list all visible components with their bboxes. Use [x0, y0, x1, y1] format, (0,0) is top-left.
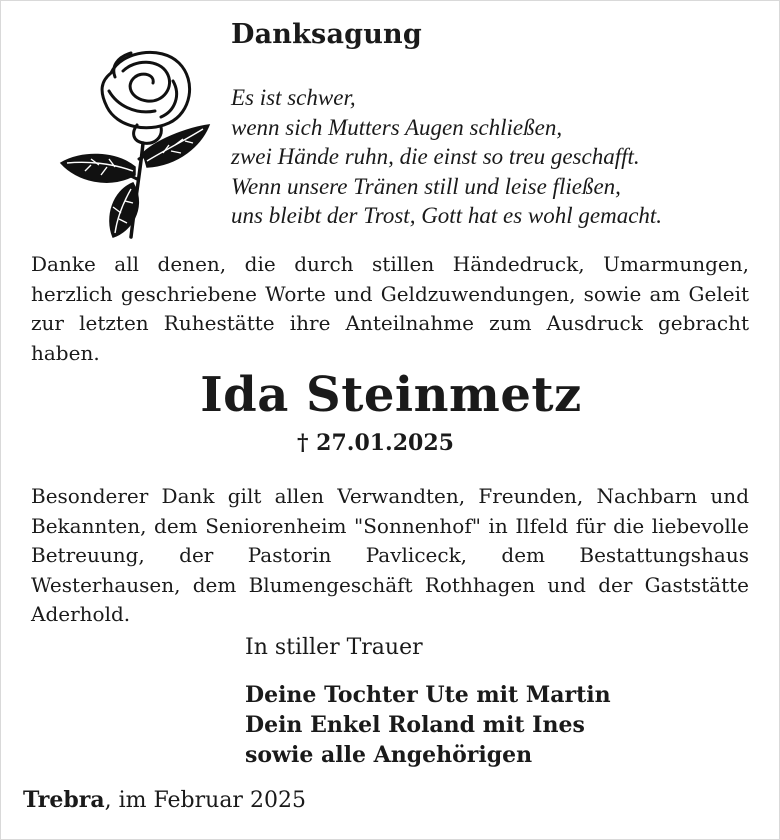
thanks-paragraph: Danke all denen, die durch stillen Händedruck, Umarmungen, herzlich geschriebene Worte und Geldzuwendungen, sowie am Geleit zur letzten Ruhestätte ihre Anteilnahme zum Ausdruck gebracht haben. [31, 252, 749, 365]
rose-icon [51, 41, 221, 241]
deceased-name: Ida Steinmetz [200, 367, 582, 423]
death-date: † 27.01.2025 [297, 430, 454, 456]
footer [23, 787, 306, 813]
poem-line: uns bleibt der Trost, Gott hat es wohl gemacht. [231, 203, 663, 228]
family-line: sowie alle Angehörigen [245, 742, 533, 768]
footer-place: Trebra [23, 787, 105, 813]
heading: Danksagung [231, 19, 422, 50]
mourning-line: In stiller Trauer [245, 635, 423, 660]
family-line: Deine Tochter Ute mit Martin [245, 682, 611, 708]
poem [231, 83, 761, 231]
poem-line: Es ist schwer, [231, 85, 356, 110]
family-list [245, 680, 611, 770]
poem-line: zwei Hände ruhn, die einst so treu geschafft. [231, 144, 640, 169]
footer-date: , im Februar 2025 [104, 788, 306, 813]
special-thanks-paragraph: Besonderer Dank gilt allen Verwandten, Freunden, Nachbarn und Bekannten, dem Seniorenheim "Sonnenhof" in Ilfeld für die liebevolle Betreuung, der Pastorin Pavliceck, dem Bestattungshaus Westerhausen, dem Blumengeschäft Rothhagen und der Gaststätte Aderhold. [31, 484, 749, 626]
poem-line: wenn sich Mutters Augen schließen, [231, 114, 563, 140]
family-line: Dein Enkel Roland mit Ines [245, 712, 585, 738]
poem-line: Wenn unsere Tränen still und leise fließen, [231, 173, 621, 199]
